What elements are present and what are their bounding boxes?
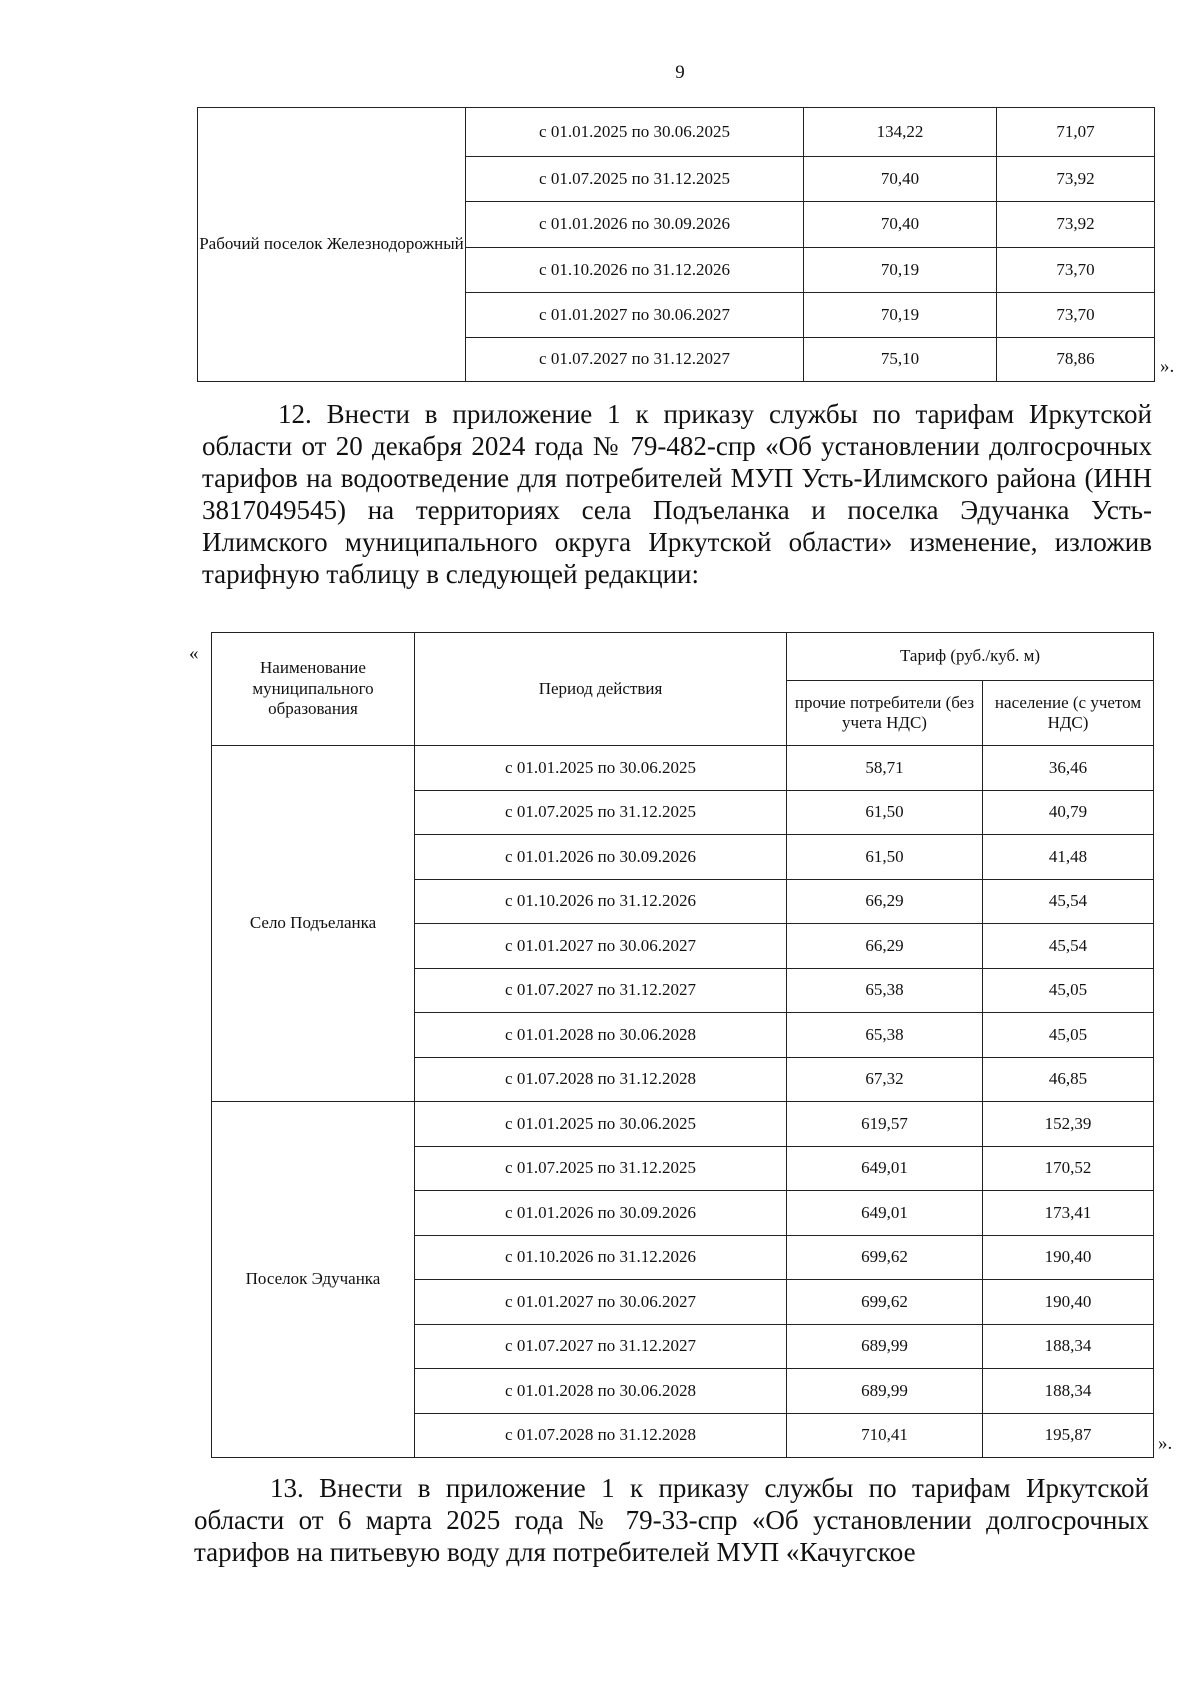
population-tariff-cell: 73,70 <box>997 293 1155 338</box>
header-other-consumers: прочие потребители (без учета НДС) <box>787 681 983 746</box>
population-tariff-cell: 71,07 <box>997 108 1155 157</box>
population-tariff-cell: 152,39 <box>983 1102 1154 1147</box>
other-tariff-cell: 66,29 <box>787 924 983 969</box>
population-tariff-cell: 45,54 <box>983 924 1154 969</box>
period-cell: с 01.07.2028 по 31.12.2028 <box>415 1057 787 1102</box>
header-period: Период действия <box>415 633 787 746</box>
population-tariff-cell: 45,05 <box>983 1013 1154 1058</box>
table2-opening-quote: « <box>189 643 199 664</box>
table-row <box>212 746 1154 791</box>
period-cell: с 01.07.2027 по 31.12.2027 <box>415 1324 787 1369</box>
population-tariff-cell: 190,40 <box>983 1280 1154 1325</box>
header-municipality: Наименование муниципального образования <box>212 633 415 746</box>
table2-closing-quote: ». <box>1158 1433 1173 1454</box>
population-tariff-cell: 78,86 <box>997 338 1155 382</box>
header-population: население (с учетом НДС) <box>983 681 1154 746</box>
population-tariff-cell: 170,52 <box>983 1146 1154 1191</box>
other-tariff-cell: 70,40 <box>804 157 997 202</box>
population-tariff-cell: 173,41 <box>983 1191 1154 1236</box>
population-tariff-cell: 73,92 <box>997 157 1155 202</box>
paragraph-12 <box>202 398 1152 590</box>
period-cell: с 01.01.2025 по 30.06.2025 <box>415 1102 787 1147</box>
other-tariff-cell: 619,57 <box>787 1102 983 1147</box>
period-cell: с 01.01.2025 по 30.06.2025 <box>466 108 804 157</box>
other-tariff-cell: 70,19 <box>804 293 997 338</box>
municipality-cell: Село Подъеланка <box>212 746 415 1102</box>
other-tariff-cell: 649,01 <box>787 1146 983 1191</box>
period-cell: с 01.07.2025 по 31.12.2025 <box>415 790 787 835</box>
period-cell: с 01.01.2026 по 30.09.2026 <box>415 835 787 880</box>
paragraph-13-text: 13. Внести в приложение 1 к приказу службы по тарифам Иркутской области от 6 марта 2025 года № 79-33-спр «Об установлении долгосрочных тарифов на питьевую воду для потребителей МУП «Качугское <box>194 1473 1149 1567</box>
period-cell: с 01.10.2026 по 31.12.2026 <box>415 879 787 924</box>
tariff-table-2 <box>211 632 1154 1458</box>
period-cell: с 01.07.2027 по 31.12.2027 <box>415 968 787 1013</box>
population-tariff-cell: 40,79 <box>983 790 1154 835</box>
table1-closing-quote: ». <box>1160 356 1175 377</box>
population-tariff-cell: 188,34 <box>983 1369 1154 1414</box>
page-number: 9 <box>675 62 685 83</box>
period-cell: с 01.10.2026 по 31.12.2026 <box>415 1235 787 1280</box>
other-tariff-cell: 67,32 <box>787 1057 983 1102</box>
other-tariff-cell: 65,38 <box>787 1013 983 1058</box>
population-tariff-cell: 36,46 <box>983 746 1154 791</box>
other-tariff-cell: 66,29 <box>787 879 983 924</box>
other-tariff-cell: 689,99 <box>787 1369 983 1414</box>
paragraph-12-text: 12. Внести в приложение 1 к приказу службы по тарифам Иркутской области от 20 декабря 2024 года № 79-482-спр «Об установлении долгосрочных тарифов на водоотведение для потребителей МУП Усть-Илимского района (ИНН 3817049545) на территориях села Подъеланка и поселка Эдучанка Усть-Илимского муниципального округа Иркутской области» изменение, изложив тарифную таблицу в следующей редакции: <box>202 399 1152 589</box>
other-tariff-cell: 689,99 <box>787 1324 983 1369</box>
population-tariff-cell: 188,34 <box>983 1324 1154 1369</box>
population-tariff-cell: 46,85 <box>983 1057 1154 1102</box>
tariff-table-1 <box>197 107 1155 382</box>
period-cell: с 01.01.2027 по 30.06.2027 <box>466 293 804 338</box>
table-row <box>212 1102 1154 1147</box>
period-cell: с 01.01.2026 по 30.09.2026 <box>466 202 804 248</box>
population-tariff-cell: 45,54 <box>983 879 1154 924</box>
other-tariff-cell: 61,50 <box>787 790 983 835</box>
municipality-cell: Поселок Эдучанка <box>212 1102 415 1458</box>
period-cell: с 01.07.2027 по 31.12.2027 <box>466 338 804 382</box>
other-tariff-cell: 75,10 <box>804 338 997 382</box>
period-cell: с 01.07.2025 по 31.12.2025 <box>415 1146 787 1191</box>
period-cell: с 01.01.2028 по 30.06.2028 <box>415 1369 787 1414</box>
other-tariff-cell: 710,41 <box>787 1413 983 1458</box>
other-tariff-cell: 699,62 <box>787 1235 983 1280</box>
other-tariff-cell: 699,62 <box>787 1280 983 1325</box>
period-cell: с 01.01.2026 по 30.09.2026 <box>415 1191 787 1236</box>
other-tariff-cell: 65,38 <box>787 968 983 1013</box>
population-tariff-cell: 73,92 <box>997 202 1155 248</box>
other-tariff-cell: 58,71 <box>787 746 983 791</box>
population-tariff-cell: 195,87 <box>983 1413 1154 1458</box>
period-cell: с 01.01.2028 по 30.06.2028 <box>415 1013 787 1058</box>
other-tariff-cell: 134,22 <box>804 108 997 157</box>
population-tariff-cell: 41,48 <box>983 835 1154 880</box>
period-cell: с 01.07.2028 по 31.12.2028 <box>415 1413 787 1458</box>
other-tariff-cell: 70,19 <box>804 248 997 293</box>
period-cell: с 01.01.2027 по 30.06.2027 <box>415 1280 787 1325</box>
other-tariff-cell: 649,01 <box>787 1191 983 1236</box>
period-cell: с 01.01.2025 по 30.06.2025 <box>415 746 787 791</box>
other-tariff-cell: 70,40 <box>804 202 997 248</box>
table-row <box>198 108 1155 157</box>
municipality-cell: Рабочий поселок Железнодорожный <box>198 108 466 382</box>
paragraph-13 <box>194 1472 1149 1568</box>
header-tariff: Тариф (руб./куб. м) <box>787 633 1154 681</box>
population-tariff-cell: 45,05 <box>983 968 1154 1013</box>
other-tariff-cell: 61,50 <box>787 835 983 880</box>
population-tariff-cell: 190,40 <box>983 1235 1154 1280</box>
period-cell: с 01.07.2025 по 31.12.2025 <box>466 157 804 202</box>
population-tariff-cell: 73,70 <box>997 248 1155 293</box>
period-cell: с 01.01.2027 по 30.06.2027 <box>415 924 787 969</box>
period-cell: с 01.10.2026 по 31.12.2026 <box>466 248 804 293</box>
